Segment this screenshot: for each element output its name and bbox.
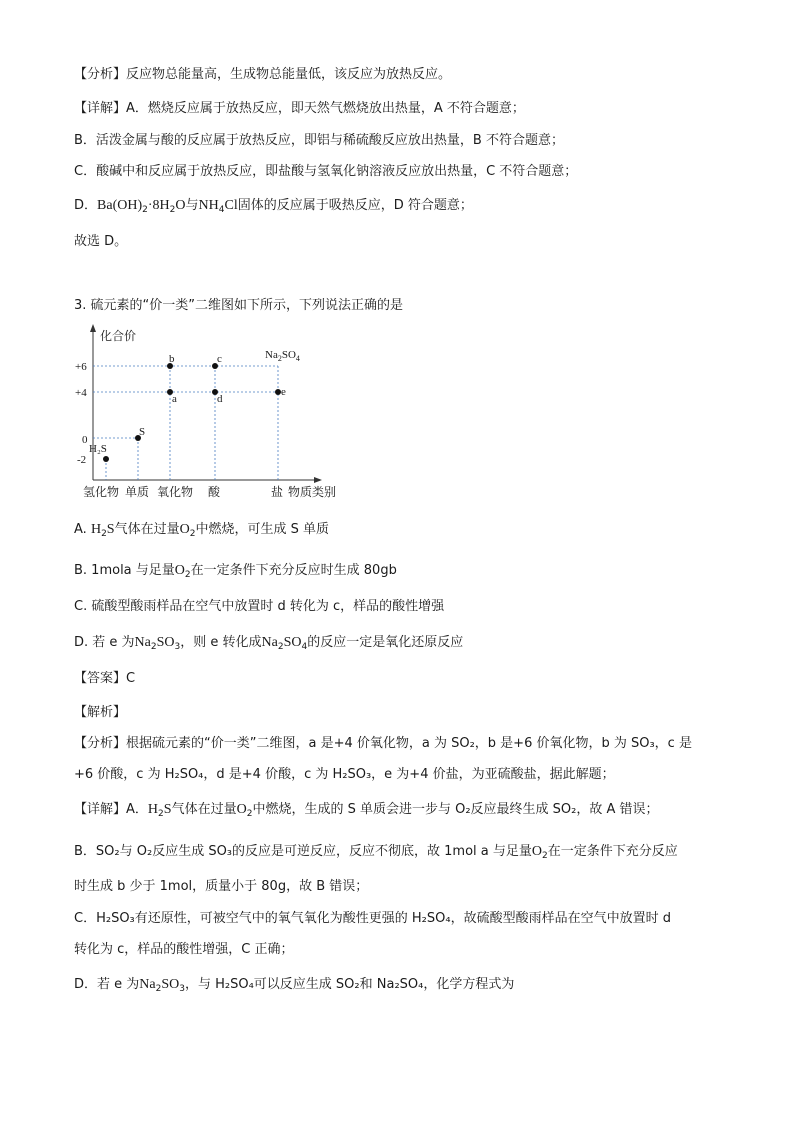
y-axis-arrow <box>90 324 96 332</box>
x-tick-salt: 盐 <box>271 485 284 499</box>
x-tick-hydride: 氢化物 <box>83 485 120 499</box>
detail-b-text: B．活泼金属与酸的反应属于放热反应，即铝与稀硫酸反应放出热量，B 不符合题意； <box>74 133 564 148</box>
explain-detail-b-1: B．SO₂与 O₂反应生成 SO₃的反应是可逆反应，反应不彻底，故 1mol a 与足量$O_2$在一定条件下充分反应 <box>74 844 678 861</box>
detail-d-text: D．$Ba(OH)_2\cdot 8H_2O$与$NH_4Cl$固体的反应属于吸热反应，D 符合题意； <box>74 198 473 215</box>
x-axis-arrow <box>314 477 322 483</box>
guide-lines <box>93 366 278 480</box>
x-tick-oxide: 氧化物 <box>157 485 194 499</box>
point-d-label: d <box>217 393 223 405</box>
explain-detail-c-2: 转化为 c，样品的酸性增强，C 正确； <box>74 942 294 957</box>
y-tick-minus2: -2 <box>77 454 87 466</box>
point-a-label: a <box>172 393 177 405</box>
detail-c-text: C．酸碱中和反应属于放热反应，即盐酸与氢氧化钠溶液反应放出热量，C 不符合题意； <box>74 164 578 179</box>
option-c: C. 硫酸型酸雨样品在空气中放置时 d 转化为 c，样品的酸性增强 <box>74 599 445 614</box>
analysis-text: 【分析】反应物总能量高，生成物总能量低，该反应为放热反应。 <box>74 67 452 82</box>
explain-detail-c-1: C．H₂SO₃有还原性，可被空气中的氧气氧化为酸性更强的 H₂SO₄，故硫酸型酸雨样品在空气中放置时 d <box>74 911 671 926</box>
option-d: D. 若 e 为$Na_2SO_3$，则 e 转化成$Na_2SO_4$的反应一定是氧化还原反应 <box>74 635 464 652</box>
explain-detail-a: 【详解】A．$H_2S$气体在过量$O_2$中燃烧，生成的 S 单质会进一步与 O₂反应最终生成 SO₂，故 A 错误； <box>74 802 659 819</box>
point-e-label: e <box>281 386 286 398</box>
valence-category-chart <box>74 322 354 500</box>
explain-analysis-1: 【分析】根据硫元素的“价一类”二维图，a 是+4 价氧化物，a 为 SO₂，b 是+6 价氧化物，b 为 SO₃，c 是 <box>74 736 692 751</box>
y-tick-0: 0 <box>82 434 88 446</box>
conclusion-text: 故选 D。 <box>74 234 128 249</box>
y-tick-plus6: +6 <box>75 361 87 373</box>
y-axis-label: 化合价 <box>100 329 137 343</box>
explain-detail-b-2: 时生成 b 少于 1mol，质量小于 80g，故 B 错误； <box>74 879 369 894</box>
option-a: A. $H_2S$气体在过量$O_2$中燃烧，可生成 S 单质 <box>74 522 329 539</box>
explain-title: 【解析】 <box>74 705 127 720</box>
explain-analysis-2: +6 价酸，c 为 H₂SO₄，d 是+4 价酸，c 为 H₂SO₃，e 为+4 价盐，为亚硫酸盐，据此解题； <box>74 767 615 782</box>
y-tick-plus4: +4 <box>75 387 87 399</box>
x-tick-acid: 酸 <box>208 485 221 499</box>
na2so4-label: $Na_2SO_4$ <box>265 349 300 363</box>
point-h2s <box>103 456 109 462</box>
point-b-label: b <box>169 353 175 365</box>
x-tick-element: 单质 <box>125 485 150 499</box>
detail-a-text: 【详解】A．燃烧反应属于放热反应，即天然气燃烧放出热量，A 不符合题意； <box>74 101 525 116</box>
point-h2s-label: H₂S <box>89 443 107 455</box>
question-stem: 3. 硫元素的“价一类”二维图如下所示，下列说法正确的是 <box>74 298 404 313</box>
option-b: B. 1mola 与足量$O_2$在一定条件下充分反应时生成 80gb <box>74 563 397 580</box>
explain-detail-d: D．若 e 为$Na_2SO_3$，与 H₂SO₄可以反应生成 SO₂和 Na₂SO₄，化学方程式为 <box>74 977 515 994</box>
point-s-label: S <box>139 426 146 438</box>
x-axis-label: 物质类别 <box>288 485 337 499</box>
answer-text: 【答案】C <box>74 671 136 686</box>
point-c-label: c <box>217 353 222 365</box>
